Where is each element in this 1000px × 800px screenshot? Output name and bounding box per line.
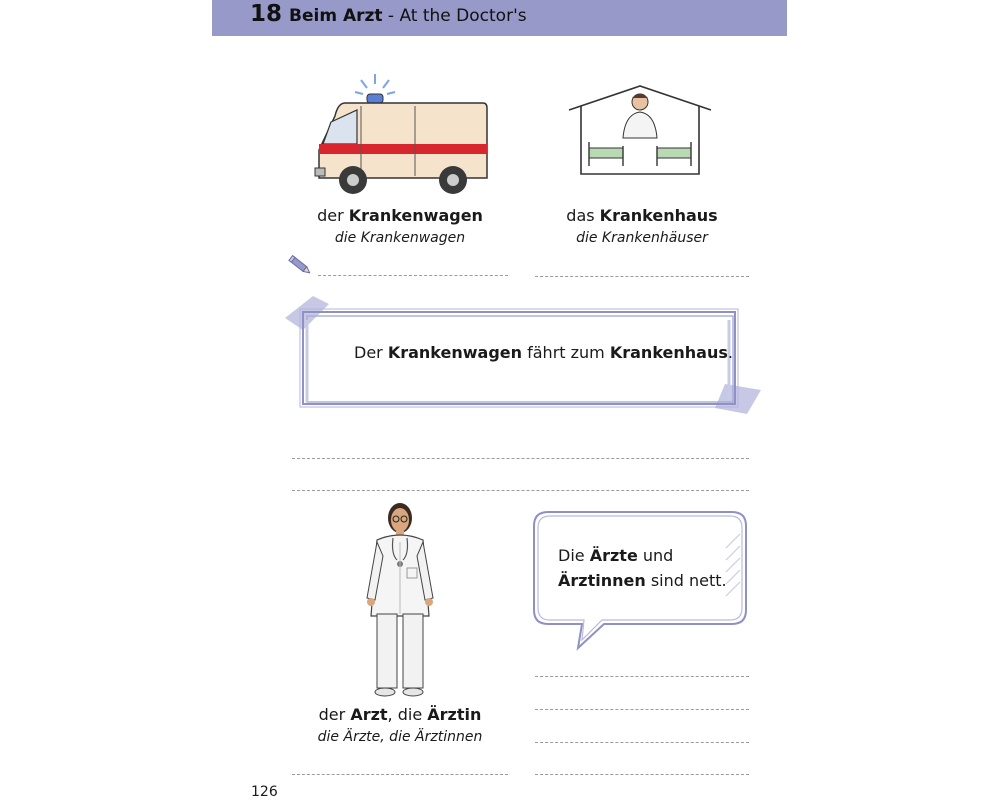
vocab-doctor-word	[280, 704, 520, 726]
bed-icon	[589, 142, 623, 166]
article: der	[318, 705, 351, 724]
example-sentence	[354, 343, 733, 362]
noun: Krankenwagen	[348, 206, 483, 225]
article: , die	[387, 705, 428, 724]
sentence-keyword: Krankenwagen	[387, 343, 523, 362]
chapter-number: 18	[250, 1, 283, 27]
bubble-text-part: Die	[558, 546, 590, 565]
writing-line[interactable]	[535, 774, 749, 775]
doctor-illustration	[355, 498, 445, 700]
vocab-doctor	[280, 704, 520, 748]
vocab-ambulance	[280, 205, 520, 249]
bubble-text-part: und	[637, 546, 674, 565]
wheel-rear-icon	[439, 166, 467, 194]
noun: Krankenhaus	[599, 206, 718, 225]
chapter-header	[212, 0, 787, 36]
bubble-line-2	[558, 568, 727, 593]
writing-line[interactable]	[318, 275, 508, 276]
vocab-ambulance-plural: die Krankenwagen	[334, 230, 466, 246]
doctor-icon	[623, 94, 657, 138]
sentence-part: Der	[354, 343, 388, 362]
bubble-line-1	[558, 543, 727, 568]
bubble-keyword: Ärzte	[589, 546, 638, 565]
sentence-part: fährt zum	[522, 343, 610, 362]
sentence-part: .	[727, 343, 733, 362]
wheel-front-icon	[339, 166, 367, 194]
writing-line[interactable]	[292, 774, 508, 775]
siren-icon	[355, 74, 395, 103]
page-number: 126	[251, 784, 278, 800]
bed-icon	[657, 142, 691, 166]
vocab-hospital-plural: die Krankenhäuser	[576, 230, 708, 246]
noun: Arzt	[350, 705, 388, 724]
title-separator: -	[382, 6, 400, 26]
hospital-illustration	[565, 82, 715, 182]
vocab-hospital-word	[522, 205, 762, 227]
writing-line[interactable]	[535, 709, 749, 710]
writing-line[interactable]	[292, 490, 749, 491]
vocab-ambulance-word	[280, 205, 520, 227]
sentence-keyword: Krankenhaus	[609, 343, 728, 362]
chapter-title-de: Beim Arzt	[289, 6, 383, 26]
article: der	[317, 206, 349, 225]
chapter-title	[289, 6, 527, 26]
writing-line[interactable]	[292, 458, 749, 459]
ambulance-illustration	[305, 70, 495, 200]
vocab-hospital	[522, 205, 762, 249]
pencil-icon	[288, 254, 314, 278]
bubble-keyword: Ärztinnen	[558, 571, 646, 590]
chapter-title-en: At the Doctor's	[399, 6, 527, 26]
writing-line[interactable]	[535, 276, 749, 277]
speech-bubble-text	[558, 543, 727, 593]
writing-line[interactable]	[535, 742, 749, 743]
article: das	[566, 206, 600, 225]
writing-line[interactable]	[535, 676, 749, 677]
bubble-text-part: sind nett.	[645, 571, 727, 590]
noun: Ärztin	[427, 705, 482, 724]
vocab-doctor-plural: die Ärzte, die Ärztinnen	[317, 729, 483, 745]
